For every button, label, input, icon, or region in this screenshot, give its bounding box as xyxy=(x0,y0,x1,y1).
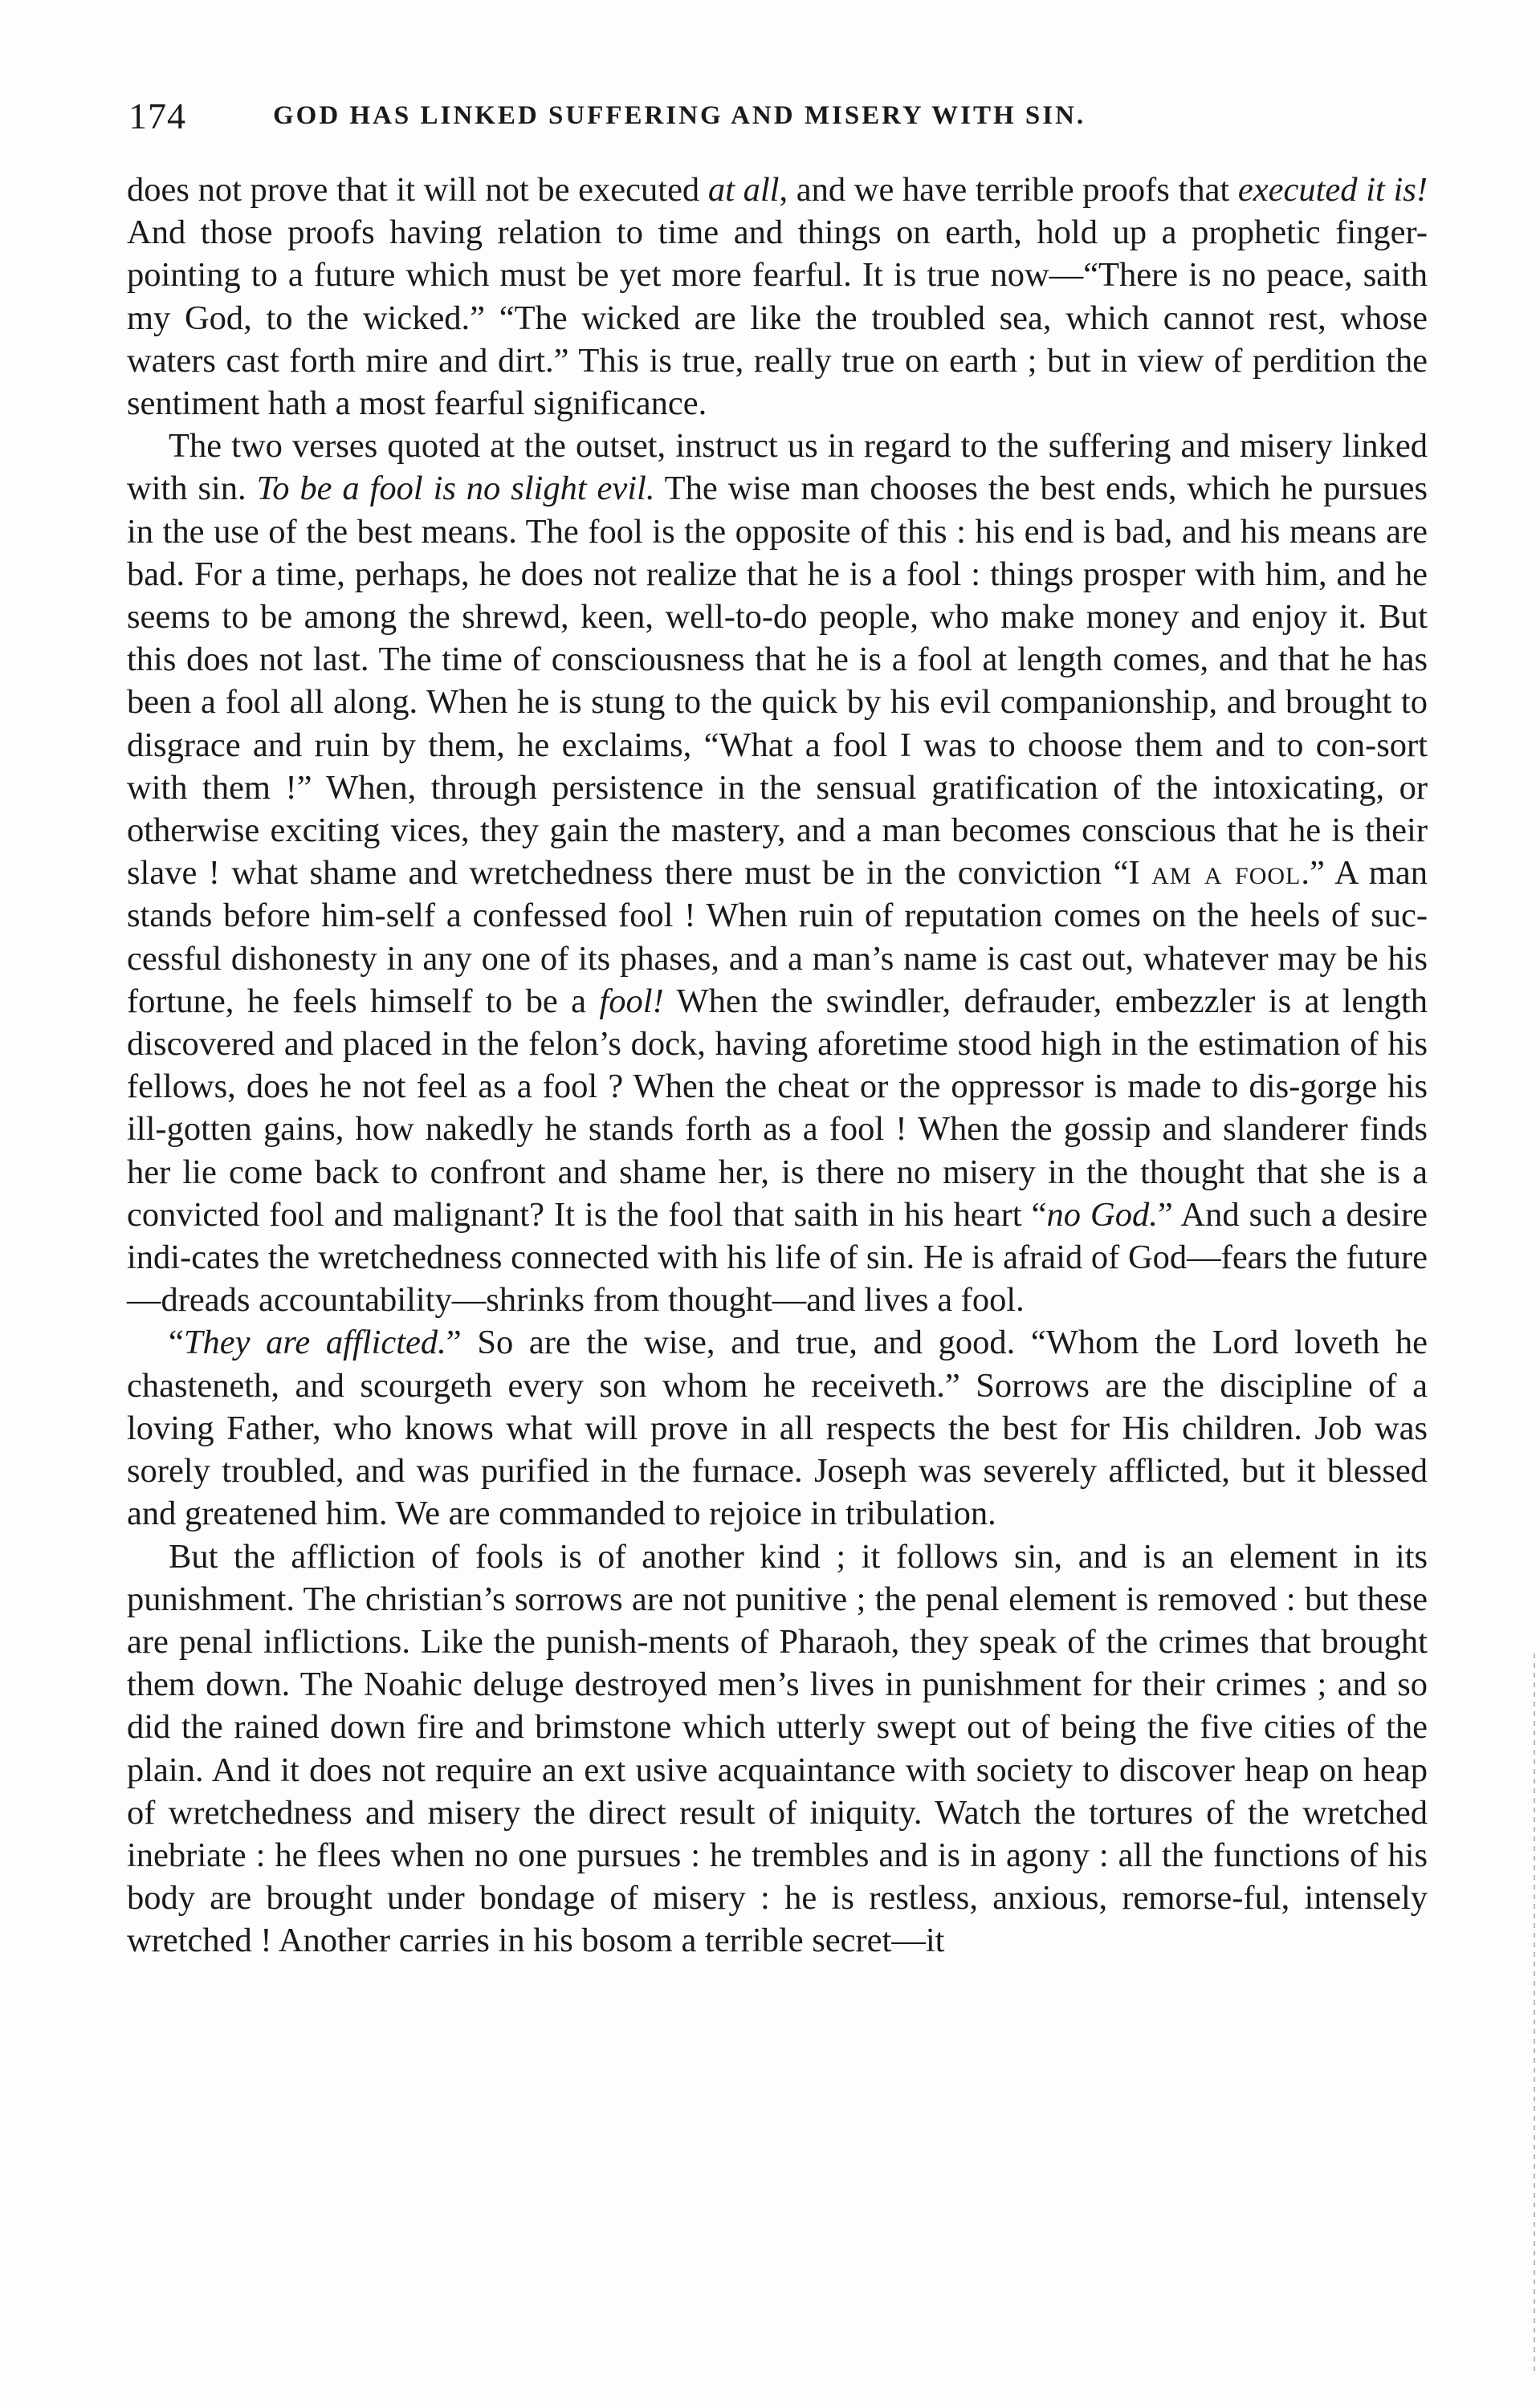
paragraph-2-segment: The wise man chooses the best ends, which he pursues in the use of the best means. The fool is the opposite of this : his end is bad, and his means are bad. For a time, perhaps, he does not realize that he is a fool : things prosper with him, and he seems to be among the shrewd, keen, well-to-do people, who make money and enjoy it. But this does not last. The time of consciousness that he is a fool at length comes, and that he has been a fool all along. When he is stung to the quick by his evil companionship, and brought to disgrace and ruin by them, he exclaims, “What a fool I was to choose them and to con-sort with them !” When, through persistence in the sensual gratification of the intoxicating, or otherwise exciting vices, they gain the mastery, and a man becomes conscious that he is their slave ! what shame and wretchedness there must be in the conviction “I xyxy=(127,470,1428,893)
paragraph-2 xyxy=(127,425,1428,1321)
paragraph-2-segment: The two verses quoted at the outset, instruct us in regard to the suffering and misery linked with sin. xyxy=(127,427,1428,508)
paragraph-2-segment: ” And such a desire indi-cates the wretchedness connected with his life of sin. He is afraid of God—fears the future—dreads accountability—shrinks from thought—and lives a fool. xyxy=(127,1195,1428,1320)
paragraph-2-segment: .” A man stands before him-self a confessed fool ! When ruin of reputation comes on the heels of suc-cessful dishonesty in any one of its phases, and a man’s name is cast out, whatever may be his fortune, he feels himself to be a xyxy=(127,854,1428,1020)
paragraph-3-segment: They are afflicted. xyxy=(183,1324,446,1362)
paragraph-4 xyxy=(127,1536,1428,1963)
paragraph-3-segment: ” So are the wise, and true, and good. “Whom the Lord loveth he chasteneth, and scourgeth every son whom he receiveth.” Sorrows are the discipline of a loving Father, who knows what will prove in all respects the best for His children. Job was sorely troubled, and was purified in the furnace. Joseph was severely afflicted, but it blessed and greatened him. We are commanded to rejoice in tribulation. xyxy=(127,1324,1428,1533)
paragraph-2-segment: When the swindler, defrauder, embezzler is at length discovered and placed in the felon’s dock, having aforetime stood high in the estimation of his fellows, does he not feel as a fool ? When the cheat or the oppressor is made to dis-gorge his ill-gotten gains, how nakedly he stands forth as a fool ! When the gossip and slanderer finds her lie come back to confront and shame her, is there no misery in the thought that she is a convicted fool and malignant? It is the fool that saith in his heart “ xyxy=(127,982,1428,1234)
paragraph-1-segment: at all xyxy=(707,171,780,209)
paragraph-1 xyxy=(127,169,1428,425)
paragraph-2-segment: no God. xyxy=(1046,1195,1158,1234)
paragraph-1-segment: And those proofs having relation to time and things on earth, hold up a prophetic finger-pointing to a future which must be yet more fearful. It is true now—“There is no peace, saith my God, to the wicked.” “The wicked are like the troubled sea, which cannot rest, whose waters cast forth mire and dirt.” This is true, really true on earth ; but in view of perdition the sentiment hath a most fearful significance. xyxy=(127,214,1428,423)
paragraph-1-segment: , and we have terrible proofs that xyxy=(779,171,1238,209)
page-header xyxy=(128,95,1429,151)
paragraph-2-segment: fool! xyxy=(599,982,664,1020)
scan-edge-mark xyxy=(1534,1653,1535,2376)
running-title: GOD HAS LINKED SUFFERING AND MISERY WITH SIN. xyxy=(273,101,1086,130)
paragraph-3 xyxy=(127,1321,1428,1535)
body-text xyxy=(127,169,1428,1963)
paragraph-4-segment: But the affliction of fools is of another kind ; it follows sin, and is an element in its punishment. The christian’s sorrows are not punitive ; the penal element is removed : but these are penal inflictions. Like the punish-ments of Pharaoh, they speak of the crimes that brought them down. The Noahic deluge destroyed men’s lives in punishment for their crimes ; and so did the rained down fire and brimstone which utterly swept out of being the five cities of the plain. And it does not require an ext usive acquaintance with society to discover heap on heap of wretchedness and misery the direct result of iniquity. Watch the tortures of the wretched inebriate : he flees when no one pursues : he trembles and is in agony : all the functions of his body are brought under bondage of misery : he is restless, anxious, remorse-ful, intensely wretched ! Another carries in his bosom a terrible secret—it xyxy=(127,1537,1428,1960)
paragraph-2-segment: To be a fool is no slight evil. xyxy=(256,470,655,508)
page-number: 174 xyxy=(128,96,186,136)
paragraph-3-segment: “ xyxy=(169,1324,184,1362)
paragraph-2-segment: am a fool xyxy=(1151,854,1302,893)
paragraph-1-segment: does not prove that it will not be executed xyxy=(127,171,708,209)
paragraph-1-segment: executed it is! xyxy=(1237,171,1428,209)
